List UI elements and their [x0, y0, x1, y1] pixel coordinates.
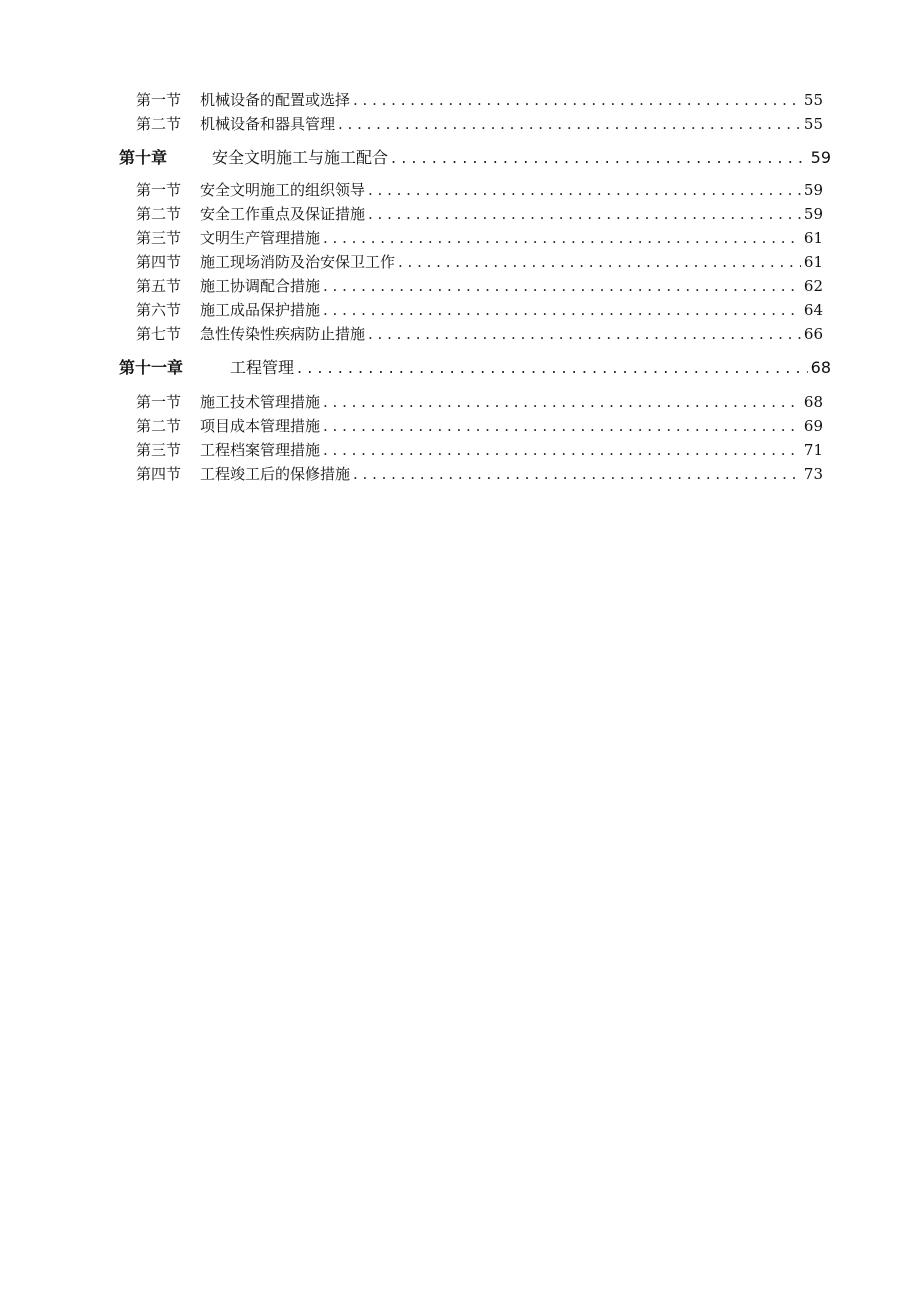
toc-entry-title: 施工协调配合措施	[200, 277, 321, 295]
toc-entry	[136, 462, 823, 486]
dot-leader	[368, 202, 801, 226]
toc-entry-page: 73	[803, 465, 823, 483]
dot-leader	[353, 462, 801, 486]
toc-entry-label: 第二节	[136, 115, 182, 133]
toc-entry-title: 施工技术管理措施	[200, 393, 321, 411]
dot-leader	[323, 414, 801, 438]
chapter-label: 第十一章	[119, 358, 184, 377]
toc-entry-page: 71	[803, 441, 823, 459]
dot-leader	[353, 88, 801, 112]
toc-entry-title: 急性传染性疾病防止措施	[200, 325, 366, 343]
toc-entry-label: 第四节	[136, 465, 182, 483]
dot-leader	[323, 226, 801, 250]
toc-entry-title: 施工现场消防及治安保卫工作	[200, 253, 396, 271]
toc-entry-label: 第五节	[136, 277, 182, 295]
toc-entry-page: 59	[803, 205, 823, 223]
toc-entry-page: 59	[803, 181, 823, 199]
chapter-page: 59	[810, 148, 831, 167]
toc-chapter-entry	[119, 354, 831, 382]
dot-leader	[297, 354, 808, 382]
chapter-page: 68	[810, 358, 831, 377]
dot-leader	[323, 438, 801, 462]
toc-entry-label: 第一节	[136, 393, 182, 411]
toc-entry-page: 61	[803, 229, 823, 247]
toc-entry-label: 第一节	[136, 181, 182, 199]
toc-entry-title: 机械设备的配置或选择	[200, 91, 351, 109]
toc-entry-page: 55	[803, 91, 823, 109]
toc-entry-label: 第二节	[136, 417, 182, 435]
toc-entry-title: 机械设备和器具管理	[200, 115, 336, 133]
chapter-title: 工程管理	[230, 358, 295, 377]
toc-entry-label: 第七节	[136, 325, 182, 343]
toc-entry	[136, 438, 823, 462]
chapter-title: 安全文明施工与施工配合	[212, 148, 389, 167]
dot-leader	[398, 250, 801, 274]
toc-entry-title: 施工成品保护措施	[200, 301, 321, 319]
toc-entry-title: 安全工作重点及保证措施	[200, 205, 366, 223]
toc-entry-page: 55	[803, 115, 823, 133]
toc-entry	[136, 322, 823, 346]
toc-entry-page: 62	[803, 277, 823, 295]
toc-entry	[136, 88, 823, 112]
dot-leader	[323, 274, 801, 298]
toc-entry-label: 第二节	[136, 205, 182, 223]
toc-entry-page: 61	[803, 253, 823, 271]
toc-entry-label: 第三节	[136, 441, 182, 459]
toc-chapter-entry	[119, 144, 831, 172]
dot-leader	[368, 178, 801, 202]
toc-entry	[136, 178, 823, 202]
toc-entry-page: 68	[803, 393, 823, 411]
chapter-label: 第十章	[119, 148, 168, 167]
toc-entry-title: 文明生产管理措施	[200, 229, 321, 247]
toc-entry	[136, 226, 823, 250]
toc-entry-label: 第三节	[136, 229, 182, 247]
toc-entry-title: 工程档案管理措施	[200, 441, 321, 459]
toc-entry-title: 工程竣工后的保修措施	[200, 465, 351, 483]
toc-entry	[136, 274, 823, 298]
dot-leader	[368, 322, 801, 346]
toc-entry-page: 64	[803, 301, 823, 319]
toc-entry	[136, 250, 823, 274]
toc-entry	[136, 390, 823, 414]
toc-entry-title: 项目成本管理措施	[200, 417, 321, 435]
toc-entry-page: 66	[803, 325, 823, 343]
dot-leader	[338, 112, 801, 136]
toc-entry	[136, 298, 823, 322]
toc-entry-label: 第一节	[136, 91, 182, 109]
toc-entry-label: 第六节	[136, 301, 182, 319]
toc-entry	[136, 414, 823, 438]
toc-entry	[136, 112, 823, 136]
toc-entry-title: 安全文明施工的组织领导	[200, 181, 366, 199]
dot-leader	[323, 390, 801, 414]
toc-entry	[136, 202, 823, 226]
dot-leader	[391, 144, 808, 172]
toc-entry-label: 第四节	[136, 253, 182, 271]
toc-entry-page: 69	[803, 417, 823, 435]
dot-leader	[323, 298, 801, 322]
